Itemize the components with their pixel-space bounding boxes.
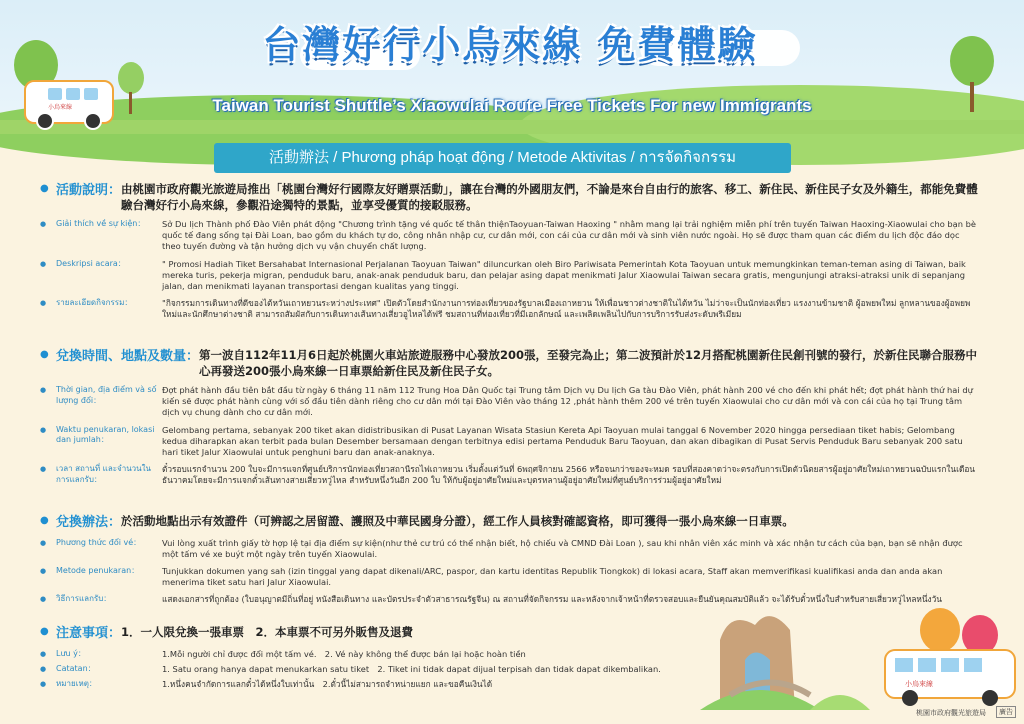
bullet-icon: ● [40, 595, 47, 604]
page-title: 台灣好行小烏來線 免費體驗 [262, 23, 758, 67]
list-item [40, 385, 980, 419]
bullet-icon: ● [40, 425, 47, 434]
bullet-icon: ● [40, 664, 47, 673]
section-activity-description [40, 182, 980, 327]
list-item [40, 566, 980, 588]
shuttle-bus-icon [885, 650, 1015, 698]
bullet-icon: ● [40, 220, 47, 229]
bullet-icon: ● [40, 349, 49, 360]
list-item [40, 425, 980, 459]
item-text: Gelombang pertama, sebanyak 200 tiket akan didistribusikan di Pusat Layanan Wisata Stasiun Kereta Api Taoyuan mulai tanggal 6 November 2020 hingga persediaan tiket habis; Gelombang kedua diharapkan akan terbit pada bulan Desember bersamaan dengan terbitnya edisi pertama Penduduk Baru Taoyuan, dan akan dibagikan di Pusat Servis Penduduk Baru sebanyak 200 satu hari tiket Jalur Xiaowulai untuk penghuni baru dan anak-anaknya. [162, 424, 963, 457]
item-label: รายละเอียดกิจกรรม： [56, 298, 133, 308]
bullet-icon: ● [40, 183, 49, 194]
item-label: Metode penukaran： [56, 565, 140, 575]
method-banner: 活動辦法 / Phương pháp hoạt động / Metode Aktivitas / การจัดกิจกรรม [214, 143, 791, 173]
section-text: 由桃園市政府觀光旅遊局推出「桃園台灣好行國際友好贈票活動」，讓在台灣的外國朋友們，不論是來台自由行的旅客、移工、新住民、新住民子女及外籍生，都能免費體驗台灣好行小烏來線，參觀沿途獨特的景點，並享受優質的接駁服務。 [121, 182, 978, 212]
bullet-icon: ● [40, 566, 47, 575]
item-label: Thời gian, địa điểm và số lượng đổi： [56, 385, 157, 405]
item-text: 1.Mỗi người chỉ được đổi một tấm vé. 2. Vé này không thể được bán lại hoặc hoàn tiền [162, 648, 526, 659]
section-text: 於活動地點出示有效證件（可辨認之居留證、護照及中華民國身分證），經工作人員核對確認資格，即可獲得一張小烏來線一日車票。 [121, 514, 794, 528]
section-exchange-method [40, 514, 980, 611]
item-text: แสดงเอกสารที่ถูกต้อง (ใบอนุญาตมีถิ่นที่อยู่ หนังสือเดินทาง และบัตรประจำตัวสาธารณรัฐจีน) ณ สถานที่จัดกิจกรรม และหลังจากเจ้าหน้าที่ตรวจสอบและยืนยันคุณสมบัติแล้ว จะได้รับตั๋วหนึ่งใบสำหรับสายเสี่ยวหวู่ไหลหนึ่งวัน [162, 594, 942, 605]
bullet-icon: ● [40, 626, 49, 637]
item-label: Deskripsi acara： [56, 258, 126, 268]
grass-band [0, 120, 1024, 134]
list-item [40, 649, 720, 660]
bullet-icon: ● [40, 649, 47, 658]
section-exchange-time [40, 348, 980, 493]
bullet-icon: ● [40, 465, 47, 474]
item-label: วิธีการแลกรับ： [56, 594, 112, 604]
ad-tag: 廣告 [996, 706, 1016, 718]
bus-sign: 小烏來線 [905, 680, 933, 688]
bullet-icon: ● [40, 679, 47, 688]
section-text: 1．一人限兌換一張車票 2．本車票不可另外販售及退費 [121, 625, 414, 639]
item-text: "กิจกรรมการเดินทางที่ดีของไต้หวันเถาหยวนระหว่างประเทศ" เปิดตัวโดยสำนักงานการท่องเที่ยวของรัฐบาลเมืองเถาหยวน ให้เพื่อนชาวต่างชาติในไต้หวัน ไม่ว่าจะเป็นนักท่องเที่ยว แรงงานข้ามชาติ ผู้อพยพใหม่ ลูกหลานของผู้อพยพใหม่และนักศึกษาต่างชาติ สามารถสัมผัสกับการเดินทางเส้นทางเสี่ยวอูไหลได้ฟรี ชมสถานที่ท่องเที่ยวที่มีเอกลักษณ์ และเพลิดเพลินไปกับการบริการรับส่งระดับพรีเมียม [162, 298, 971, 320]
item-text: Tunjukkan dokumen yang sah (izin tinggal yang dapat dikenali/ARC, paspor, dan kartu identitas Republik Tiongkok) di lokasi acara, Staff akan memverifikasi kualifikasi anda dan anda akan menerima tiket satu hari Jalur Xiaowulai. [162, 565, 943, 588]
section-notes [40, 625, 720, 694]
item-label: Phương thức đổi vé： [56, 537, 142, 547]
item-label: เวลา สถานที่ และจำนวนในการแลกรับ： [56, 464, 152, 484]
bullet-icon: ● [40, 515, 49, 526]
item-text: Vui lòng xuất trình giấy tờ hợp lệ tại địa điểm sự kiện(như thẻ cư trú có thể nhận biết, hộ chiếu và CMND Đài Loan ), sau khi nhân viên xác minh và xác nhận tư cách của bạn, bạn sẽ nhận được một tấm vé xe buýt một ngày trên tuyến Xiaowulai. [162, 537, 963, 559]
section-text: 第一波自112年11月6日起於桃園火車站旅遊服務中心發放200張，至發完為止；第二波預計於12月搭配桃園新住民創刊號的發行，於新住民聯合服務中心再發送200張小烏來線一日車票給新住民及新住民子女。 [199, 348, 978, 378]
section-label: 兌換辦法： [56, 515, 122, 530]
bullet-icon: ● [40, 538, 47, 547]
list-item [40, 298, 980, 320]
item-text: 1. Satu orang hanya dapat menukarkan satu tiket 2. Tiket ini tidak dapat dijual terpisah dan tidak dapat dikembalikan. [162, 663, 661, 674]
list-item [40, 464, 980, 486]
item-label: หมายเหตุ： [56, 678, 97, 688]
item-text: Sở Du lịch Thành phố Đào Viên phát động "Chương trình tặng vé quốc tế thân thiệnTaoyuan-Taiwan Haoxing " nhằm mang lại trải nghiệm miễn phí trên tuyến Taiwan Haoxing-Xiaowulai cho bạn bè quốc tế đang sống tại Đài Loan, bao gồm du khách tự do, công nhân nhập cư, cư dân mới, con cái của cư dân mới và sinh viên nước ngoài. Họ sẽ được tham quan các điểm du lịch độc đáo dọc theo tuyến đường và tận hưởng dịch vụ vận chuyển chất lượng. [162, 219, 977, 252]
list-item [40, 679, 720, 690]
item-label: Giải thích về sự kiện： [56, 219, 146, 229]
list-item [40, 219, 980, 253]
item-label: Lưu ý： [56, 648, 86, 658]
item-text: " Promosi Hadiah Tiket Bersahabat Internasional Perjalanan Taoyuan Taiwan" diluncurkan oleh Biro Pariwisata Pemerintah Kota Taoyuan untuk memungkinkan teman-teman asing di Taiwan, baik mereka turis, pekerja migran, penduduk baru, anak-anak penduduk baru, dan pelajar asing dapat menikmati Jalur Xiaowulai Taiwan secara gratis, mengunjungi atraksi-atraksi unik di sepanjang jalan, dan menikmati layanan transportasi dengan kualitas yang tinggi. [162, 258, 966, 291]
bullet-icon: ● [40, 386, 47, 395]
shuttle-bus-icon [24, 80, 114, 124]
bus-sign: 小烏來線 [48, 104, 73, 111]
bullet-icon: ● [40, 299, 47, 308]
item-text: ตั๋วรอบแรกจำนวน 200 ใบจะมีการแจกที่ศูนย์บริการนักท่องเที่ยวสถานีรถไฟเถาหยวน เริ่มตั้งแต่วันที่ 6พฤศจิกายน 2566 หรือจนกว่าของจะหมด รอบที่สองคาดว่าจะตรงกับการเปิดตัวนิตยสารผู้อยู่อาศัยใหม่เถาหยวนฉบับแรกในเดือนธันวาคมโดยจะมีการแจกตั๋วเส้นทางสายเสี่ยวหวู่ไหล สำหรับหนึ่งวันอีก 200 ใบ ให้กับผู้อยู่อาศัยใหม่และบุตรหลานผู้อยู่อาศัยใหม่ที่ศูนย์บริการร่วมผู้อยู่อาศัยใหม่ [162, 464, 975, 486]
section-label: 注意事項： [56, 626, 122, 641]
section-label: 兌換時間、地點及數量： [56, 349, 200, 364]
footer-credit: 桃園市政府觀光旅遊局 [916, 709, 986, 717]
list-item [40, 538, 980, 560]
section-label: 活動說明： [56, 183, 122, 198]
bullet-icon: ● [40, 259, 47, 268]
list-item [40, 664, 720, 675]
list-item [40, 259, 980, 293]
page-subtitle: Taiwan Tourist Shuttle’s Xiaowulai Route Free Tickets For new Immigrants [212, 96, 812, 115]
item-label: Waktu penukaran, lokasi dan jumlah： [56, 424, 155, 445]
item-label: Catatan： [56, 663, 96, 673]
mascot-icon [920, 608, 960, 652]
scenery-illustration [700, 600, 1024, 710]
item-text: 1.หนึ่งคนจำกัดการแลกตั๋วได้หนึ่งใบเท่านั้น 2.ตั๋วนี้ไม่สามารถจำหน่ายแยก และขอคืนเงินได้ [162, 678, 493, 689]
item-text: Đợt phát hành đầu tiên bắt đầu từ ngày 6 tháng 11 năm 112 Trung Hoa Dân Quốc tại Trung tâm Dịch vụ Du lịch Ga tàu Đào Viên, phát hành 200 vé cho đến khi phát hết; đợt phát hành thứ hai dự kiến sẽ được phát hành cùng với số đầu tiên dành riêng cho cư dân mới tại Đào Viên vào tháng 12 ,phát hành thêm 200 vé trên tuyến Xiaowulai cho cư dân mới và con cái của họ tại Trung tâm dịch vụ chung dành cho cư dân mới. [162, 385, 973, 418]
